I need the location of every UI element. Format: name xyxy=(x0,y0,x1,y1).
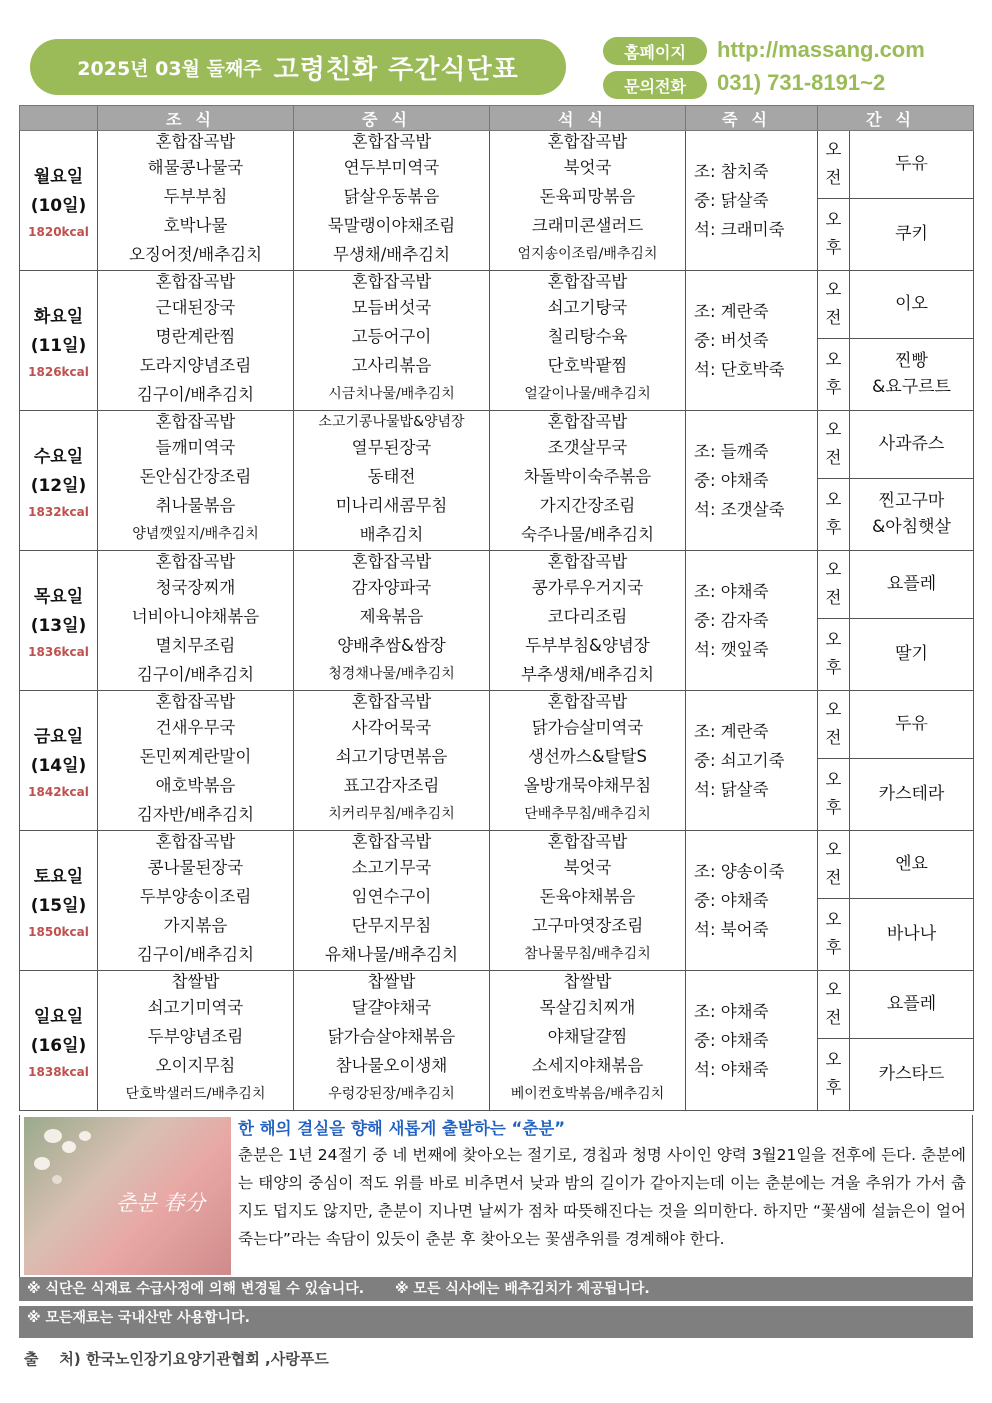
homepage-label: 홈페이지 xyxy=(603,37,707,65)
menu-item: 혼합잡곡밥 xyxy=(547,132,628,151)
menu-item: 소고기콩나물밥&양념장 xyxy=(318,414,465,430)
porridge-item: 석: 조갯살죽 xyxy=(694,500,785,519)
menu-item: 닭가슴살야채볶음 xyxy=(327,1027,456,1046)
day-kcal: 1838kcal xyxy=(28,1064,89,1079)
menu-item: 혼합잡곡밥 xyxy=(547,412,628,431)
menu-item: 혼합잡곡밥 xyxy=(351,552,432,571)
pm-snack-line: 찐고구마 xyxy=(878,491,945,512)
menu-item: 취나물볶음 xyxy=(155,496,236,515)
day-row xyxy=(20,411,974,479)
day-name: 수요일 xyxy=(33,446,84,467)
am-snack: 이오 xyxy=(850,271,974,339)
menu-item: 치커리무침/배추김치 xyxy=(328,806,455,822)
day-row xyxy=(20,831,974,899)
am-label: 오 전 xyxy=(818,831,850,899)
menu-item: 무생채/배추김치 xyxy=(332,245,451,264)
menu-item: 표고감자조림 xyxy=(343,776,440,795)
pm-snack-line: 딸기 xyxy=(895,644,928,665)
page-title xyxy=(30,39,566,95)
menu-item: 얼갈이나물/배추김치 xyxy=(524,386,651,402)
porridge-item: 석: 단호박죽 xyxy=(694,360,785,379)
menu-item: 혼합잡곡밥 xyxy=(155,692,236,711)
day-kcal: 1850kcal xyxy=(28,924,89,939)
day-row xyxy=(20,271,974,339)
menu-item: 혼합잡곡밥 xyxy=(155,132,236,151)
menu-item: 돈민찌계란말이 xyxy=(139,747,252,766)
menu-item: 시금치나물/배추김치 xyxy=(328,386,455,402)
breakfast-cell xyxy=(98,411,294,551)
pm-snack xyxy=(850,478,974,550)
menu-item: 두부부침&양념장 xyxy=(525,636,650,655)
menu-item: 사각어묵국 xyxy=(351,718,432,737)
seasonal-info-box xyxy=(19,1115,973,1278)
breakfast-cell xyxy=(98,691,294,831)
menu-item: 찹쌀밥 xyxy=(563,972,612,991)
menu-item: 혼합잡곡밥 xyxy=(351,832,432,851)
day-date: (16일) xyxy=(30,1035,87,1056)
menu-item: 묵말랭이야채조림 xyxy=(327,216,456,235)
notice-domestic: ※ 모든재료는 국내산만 사용합니다. xyxy=(27,1310,250,1326)
menu-item: 청국장찌개 xyxy=(155,578,236,597)
menu-item: 너비아니야채볶음 xyxy=(131,607,260,626)
menu-item: 고사리볶음 xyxy=(351,356,432,375)
menu-item: 멸치무조림 xyxy=(155,636,236,655)
menu-item: 양배추쌈&쌈장 xyxy=(337,636,446,655)
pm-label: 오 후 xyxy=(818,1038,850,1110)
pm-snack-line: &요구르트 xyxy=(872,377,951,398)
porridge-cell xyxy=(686,971,818,1111)
day-label xyxy=(20,271,98,411)
am-label: 오 전 xyxy=(818,131,850,199)
am-snack: 엔요 xyxy=(850,831,974,899)
menu-item: 혼합잡곡밥 xyxy=(547,272,628,291)
menu-item: 우렁강된장/배추김치 xyxy=(328,1086,455,1102)
header-dinner: 석식 xyxy=(490,106,686,131)
header-corner xyxy=(20,106,98,131)
pm-label: 오 후 xyxy=(818,478,850,550)
menu-item: 닭살우동볶음 xyxy=(343,187,440,206)
menu-item: 열무된장국 xyxy=(351,438,432,457)
menu-item: 소세지야채볶음 xyxy=(531,1056,644,1075)
day-label xyxy=(20,551,98,691)
menu-item: 고등어구이 xyxy=(351,327,432,346)
lunch-cell xyxy=(294,551,490,691)
menu-item: 혼합잡곡밥 xyxy=(155,552,236,571)
breakfast-cell xyxy=(98,551,294,691)
am-label: 오 전 xyxy=(818,971,850,1039)
menu-item: 돈안심간장조림 xyxy=(139,467,252,486)
porridge-item: 석: 북어죽 xyxy=(694,920,769,939)
porridge-item: 중: 버섯죽 xyxy=(694,331,769,350)
menu-item: 가지볶음 xyxy=(163,916,228,935)
menu-item: 미나리새콤무침 xyxy=(335,496,448,515)
menu-item: 혼합잡곡밥 xyxy=(547,692,628,711)
porridge-item: 중: 야채죽 xyxy=(694,471,769,490)
menu-item: 쇠고기당면볶음 xyxy=(335,747,448,766)
menu-item: 명란계란찜 xyxy=(155,327,236,346)
breakfast-cell xyxy=(98,831,294,971)
porridge-item: 조: 야채죽 xyxy=(694,1002,769,1021)
am-label: 오 전 xyxy=(818,411,850,479)
menu-item: 혼합잡곡밥 xyxy=(155,832,236,851)
menu-item: 혼합잡곡밥 xyxy=(155,272,236,291)
header-breakfast: 조식 xyxy=(98,106,294,131)
dinner-cell xyxy=(490,831,686,971)
menu-item: 콩가루우거지국 xyxy=(531,578,644,597)
menu-item: 근대된장국 xyxy=(155,298,236,317)
menu-item: 콩나물된장국 xyxy=(147,858,244,877)
menu-item: 오징어젓/배추김치 xyxy=(128,245,263,264)
day-name: 일요일 xyxy=(33,1006,84,1027)
menu-item: 해물콩나물국 xyxy=(147,158,244,177)
menu-item: 김구이/배추김치 xyxy=(136,385,255,404)
porridge-item: 조: 계란죽 xyxy=(694,722,769,741)
menu-item: 들깨미역국 xyxy=(155,438,236,457)
pm-snack-line: 카스타드 xyxy=(878,1064,945,1085)
menu-item: 두부부침 xyxy=(163,187,228,206)
day-date: (12일) xyxy=(30,475,87,496)
menu-item: 호박나물 xyxy=(163,216,228,235)
porridge-item: 중: 야채죽 xyxy=(694,1031,769,1050)
pm-snack-line: 바나나 xyxy=(886,924,937,945)
day-date: (11일) xyxy=(30,335,87,356)
phone-label: 문의전화 xyxy=(603,71,707,99)
day-name: 금요일 xyxy=(33,726,84,747)
pm-snack xyxy=(850,338,974,410)
phone-number: 031) 731-8191~2 xyxy=(717,70,886,95)
menu-item: 야채달걀찜 xyxy=(547,1027,628,1046)
pm-label: 오 후 xyxy=(818,758,850,830)
am-snack: 두유 xyxy=(850,691,974,759)
menu-item: 차돌박이숙주볶음 xyxy=(523,467,652,486)
menu-table xyxy=(19,105,974,1111)
day-row xyxy=(20,971,974,1039)
dinner-cell xyxy=(490,971,686,1111)
dinner-cell xyxy=(490,691,686,831)
notice-bar-2 xyxy=(19,1306,973,1338)
menu-item: 김구이/배추김치 xyxy=(136,665,255,684)
menu-item: 혼합잡곡밥 xyxy=(351,272,432,291)
header-snack: 간식 xyxy=(818,106,974,131)
menu-item: 조갯살무국 xyxy=(547,438,628,457)
menu-item: 혼합잡곡밥 xyxy=(547,832,628,851)
day-date: (10일) xyxy=(30,195,87,216)
menu-item: 단무지무침 xyxy=(351,916,432,935)
info-body-text: 춘분은 1년 24절기 중 네 번째에 찾아오는 절기로, 경칩과 청명 사이인 양력 3월21일을 전후에 든다. 춘분에는 태양의 중심이 적도 위를 바로 비추면서 낮과 밤의 길이가 같아지는데 이는 춘분에는 겨울 추위가 가서 춥지도 덥지도 않지만, 춘분이 지나면 날씨가 점차 따뜻해진다는 것을 의미한다. 하지만 “꽃샘에 설늙은이 얼어 죽는다”라는 속담이 있듯이 춘분 후 찾아오는 꽃샘추위를 경계해야 한다. xyxy=(238,1146,966,1248)
lunch-cell xyxy=(294,971,490,1111)
porridge-cell xyxy=(686,691,818,831)
porridge-cell xyxy=(686,271,818,411)
menu-item: 숙주나물/배추김치 xyxy=(520,525,655,544)
title-week: 2025년 03월 둘째주 xyxy=(77,57,262,80)
porridge-item: 조: 양송이죽 xyxy=(694,862,785,881)
day-label xyxy=(20,691,98,831)
day-name: 토요일 xyxy=(33,866,84,887)
porridge-item: 중: 야채죽 xyxy=(694,891,769,910)
day-kcal: 1842kcal xyxy=(28,784,89,799)
menu-item: 올방개묵야채무침 xyxy=(523,776,652,795)
menu-item: 혼합잡곡밥 xyxy=(351,692,432,711)
menu-item: 혼합잡곡밥 xyxy=(547,552,628,571)
porridge-item: 석: 닭살죽 xyxy=(694,780,769,799)
menu-item: 쇠고기미역국 xyxy=(147,998,244,1017)
porridge-item: 석: 깻잎죽 xyxy=(694,640,769,659)
day-kcal: 1820kcal xyxy=(28,224,89,239)
pm-snack xyxy=(850,1038,974,1110)
dinner-cell xyxy=(490,411,686,551)
pm-snack xyxy=(850,618,974,690)
day-name: 월요일 xyxy=(33,166,84,187)
homepage-link[interactable]: http://massang.com xyxy=(717,37,925,62)
menu-item: 임연수구이 xyxy=(351,887,432,906)
porridge-item: 중: 감자죽 xyxy=(694,611,769,630)
day-row xyxy=(20,551,974,619)
menu-item: 유채나물/배추김치 xyxy=(324,945,459,964)
menu-item: 엄지송이조림/배추김치 xyxy=(517,246,658,262)
notice-bar-1 xyxy=(19,1277,973,1301)
menu-item: 크래미콘샐러드 xyxy=(531,216,644,235)
am-snack: 요플레 xyxy=(850,551,974,619)
menu-item: 감자양파국 xyxy=(351,578,432,597)
dinner-cell xyxy=(490,131,686,271)
day-kcal: 1832kcal xyxy=(28,504,89,519)
menu-item: 연두부미역국 xyxy=(343,158,440,177)
porridge-item: 중: 쇠고기죽 xyxy=(694,751,785,770)
menu-item: 쇠고기탕국 xyxy=(547,298,628,317)
lunch-cell xyxy=(294,831,490,971)
menu-item: 돈육피망볶음 xyxy=(539,187,636,206)
lunch-cell xyxy=(294,271,490,411)
menu-item: 건새우무국 xyxy=(155,718,236,737)
porridge-cell xyxy=(686,831,818,971)
breakfast-cell xyxy=(98,271,294,411)
pm-snack-line: 찐빵 xyxy=(895,351,928,372)
porridge-cell xyxy=(686,131,818,271)
breakfast-cell xyxy=(98,131,294,271)
menu-item: 오이지무침 xyxy=(155,1056,236,1075)
menu-item: 단호박샐러드/배추김치 xyxy=(125,1086,266,1102)
day-date: (14일) xyxy=(30,755,87,776)
menu-item: 소고기무국 xyxy=(351,858,432,877)
lunch-cell xyxy=(294,131,490,271)
menu-item: 단배추무침/배추김치 xyxy=(524,806,651,822)
day-date: (15일) xyxy=(30,895,87,916)
porridge-item: 조: 계란죽 xyxy=(694,302,769,321)
porridge-item: 조: 야채죽 xyxy=(694,582,769,601)
notice-menu-change: ※ 식단은 식재료 수급사정에 의해 변경될 수 있습니다. xyxy=(27,1281,365,1297)
menu-item: 찹쌀밥 xyxy=(171,972,220,991)
spring-blossom-image xyxy=(24,1117,231,1275)
menu-item: 혼합잡곡밥 xyxy=(155,412,236,431)
info-heading: 한 해의 결실을 향해 새롭게 출발하는 “춘분” xyxy=(238,1119,566,1138)
day-name: 화요일 xyxy=(33,306,84,327)
menu-item: 동태전 xyxy=(367,467,416,486)
menu-item: 애호박볶음 xyxy=(155,776,236,795)
menu-item: 베이컨호박볶음/배추김치 xyxy=(510,1086,665,1102)
lunch-cell xyxy=(294,691,490,831)
pm-snack xyxy=(850,198,974,270)
porridge-item: 중: 닭살죽 xyxy=(694,191,769,210)
menu-item: 제육볶음 xyxy=(359,607,424,626)
menu-item: 배추김치 xyxy=(359,525,424,544)
dinner-cell xyxy=(490,271,686,411)
menu-item: 혼합잡곡밥 xyxy=(351,132,432,151)
menu-item: 단호박팥찜 xyxy=(547,356,628,375)
day-kcal: 1826kcal xyxy=(28,364,89,379)
menu-item: 부추생채/배추김치 xyxy=(520,665,655,684)
pm-label: 오 후 xyxy=(818,198,850,270)
header-lunch: 중식 xyxy=(294,106,490,131)
lunch-cell xyxy=(294,411,490,551)
am-snack: 두유 xyxy=(850,131,974,199)
day-date: (13일) xyxy=(30,615,87,636)
day-kcal: 1836kcal xyxy=(28,644,89,659)
day-label xyxy=(20,971,98,1111)
am-label: 오 전 xyxy=(818,551,850,619)
menu-item: 닭가슴살미역국 xyxy=(531,718,644,737)
menu-item: 도라지양념조림 xyxy=(139,356,252,375)
pm-snack-line: &아침햇살 xyxy=(872,517,951,538)
day-row xyxy=(20,691,974,759)
day-name: 목요일 xyxy=(33,586,84,607)
menu-item: 목살김치찌개 xyxy=(539,998,636,1017)
notice-kimchi: ※ 모든 식사에는 배추김치가 제공됩니다. xyxy=(394,1281,650,1297)
menu-item: 청경채나물/배추김치 xyxy=(328,666,455,682)
am-snack: 사과쥬스 xyxy=(850,411,974,479)
menu-item: 두부양념조림 xyxy=(147,1027,244,1046)
am-label: 오 전 xyxy=(818,271,850,339)
day-row xyxy=(20,131,974,199)
menu-item: 북엇국 xyxy=(563,158,612,177)
porridge-cell xyxy=(686,551,818,691)
menu-item: 북엇국 xyxy=(563,858,612,877)
porridge-item: 조: 들깨죽 xyxy=(694,442,769,461)
porridge-item: 석: 크래미죽 xyxy=(694,220,785,239)
menu-item: 칠리탕수육 xyxy=(547,327,628,346)
menu-item: 달걀야채국 xyxy=(351,998,432,1017)
title-main: 고령친화 주간식단표 xyxy=(273,54,519,85)
porridge-item: 조: 참치죽 xyxy=(694,162,769,181)
porridge-cell xyxy=(686,411,818,551)
menu-item: 가지간장조림 xyxy=(539,496,636,515)
menu-item: 참나물무침/배추김치 xyxy=(524,946,651,962)
day-label xyxy=(20,831,98,971)
pm-label: 오 후 xyxy=(818,898,850,970)
menu-item: 찹쌀밥 xyxy=(367,972,416,991)
pm-snack-line: 쿠키 xyxy=(895,224,928,245)
table-header-row xyxy=(20,106,974,131)
day-label xyxy=(20,131,98,271)
am-snack: 요플레 xyxy=(850,971,974,1039)
menu-item: 김자반/배추김치 xyxy=(136,805,255,824)
menu-item: 고구마엿장조림 xyxy=(531,916,644,935)
dinner-cell xyxy=(490,551,686,691)
pm-snack xyxy=(850,898,974,970)
pm-snack-line: 카스테라 xyxy=(878,784,945,805)
image-caption: 춘분 春分 xyxy=(116,1191,206,1215)
menu-item: 두부양송이조림 xyxy=(139,887,252,906)
day-label xyxy=(20,411,98,551)
menu-item: 코다리조림 xyxy=(547,607,628,626)
header-porridge: 죽식 xyxy=(686,106,818,131)
menu-item: 생선까스&탈탈S xyxy=(528,747,647,766)
menu-item: 모듬버섯국 xyxy=(351,298,432,317)
breakfast-cell xyxy=(98,971,294,1111)
porridge-item: 석: 야채죽 xyxy=(694,1060,769,1079)
menu-item: 양념깻잎지/배추김치 xyxy=(132,526,259,542)
pm-label: 오 후 xyxy=(818,618,850,690)
menu-item: 김구이/배추김치 xyxy=(136,945,255,964)
menu-item: 돈육야채볶음 xyxy=(539,887,636,906)
pm-snack xyxy=(850,758,974,830)
menu-item: 참나물오이생채 xyxy=(335,1056,448,1075)
am-label: 오 전 xyxy=(818,691,850,759)
source-credit: 출 처) 한국노인장기요양기관협회 ,사랑푸드 xyxy=(24,1350,329,1368)
pm-label: 오 후 xyxy=(818,338,850,410)
